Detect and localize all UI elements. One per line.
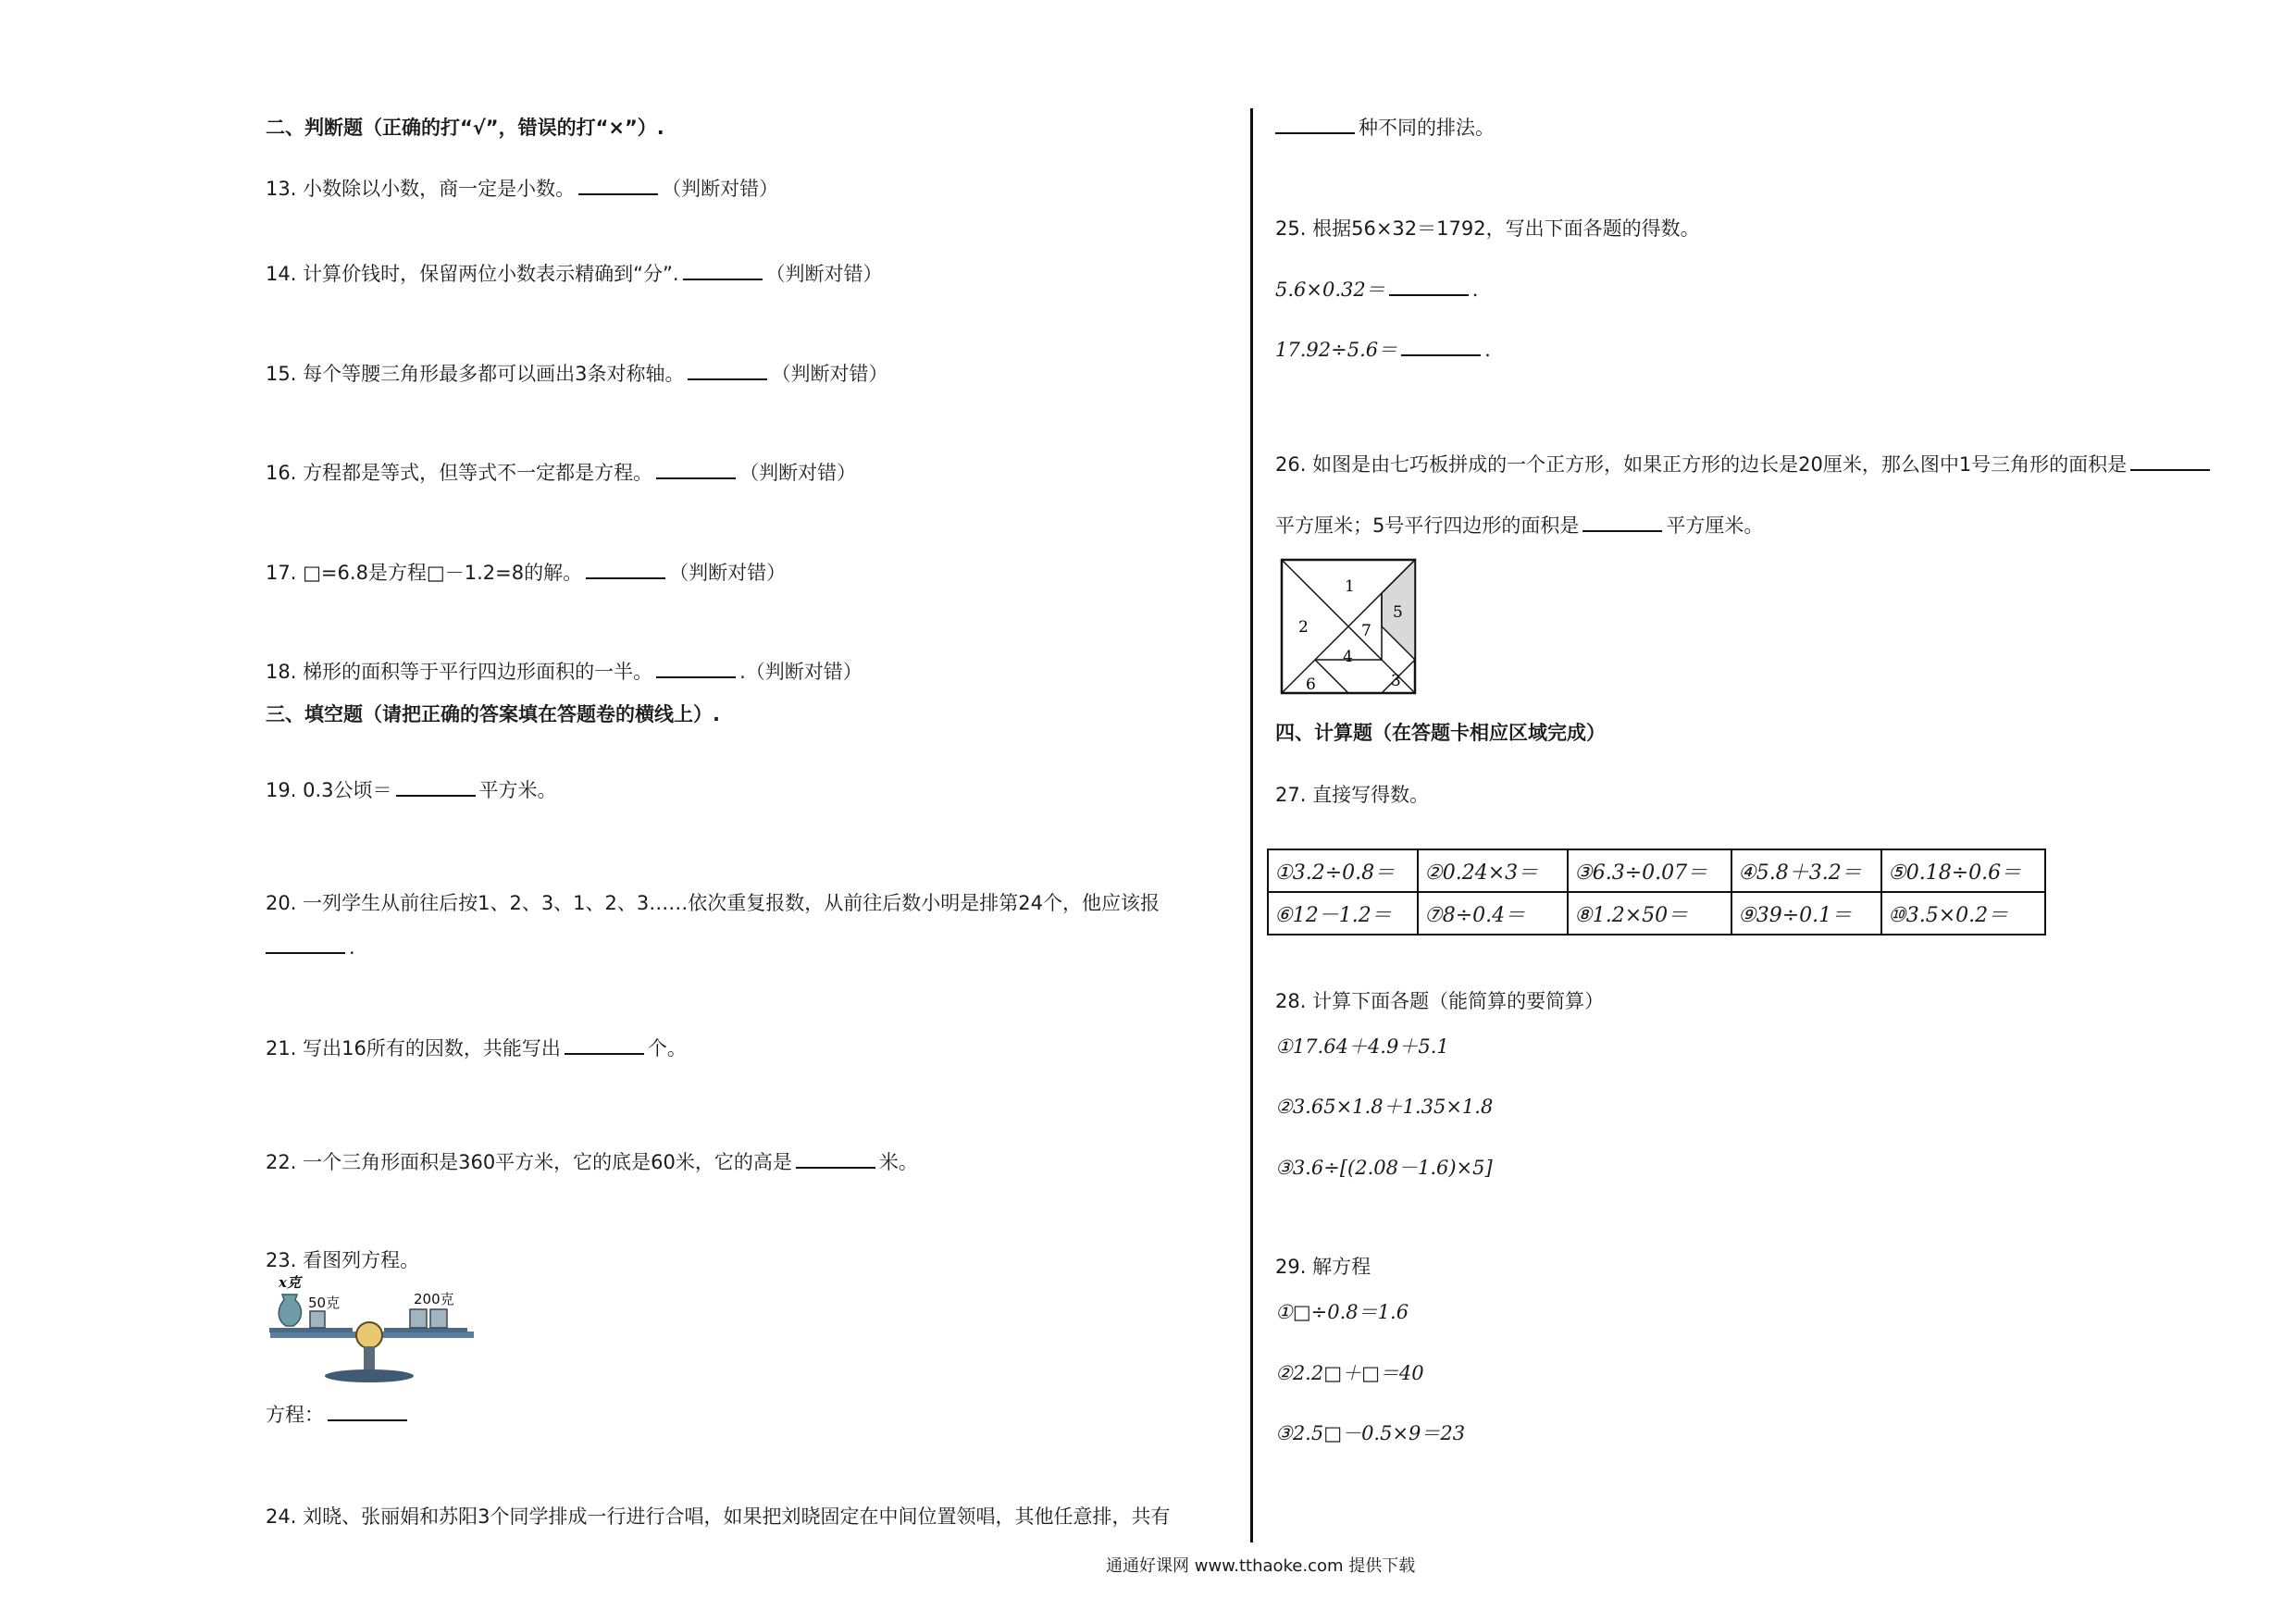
- question-24: 24. 刘晓、张丽娟和苏阳3个同学排成一行进行合唱，如果把刘晓固定在中间位置领唱，其他任意排，共有: [266, 1505, 1171, 1528]
- question-23: 23. 看图列方程。: [266, 1249, 420, 1271]
- question-19: 19. 0.3公顷＝ 平方米。: [266, 779, 557, 801]
- table-cell: ①3.2÷0.8＝: [1268, 849, 1418, 892]
- question-26: 26. 如图是由七巧板拼成的一个正方形，如果正方形的边长是20厘米，那么图中1号三角形的面积是: [1275, 450, 2214, 477]
- question-20: 20. 一列学生从前往后按1、2、3、1、2、3……依次重复报数，从前往后数小明是排第24个，他应该报: [266, 892, 1160, 914]
- table-cell: ⑥12－1.2＝: [1268, 892, 1418, 935]
- weight-200-b: [430, 1309, 447, 1328]
- answer-blank[interactable]: [586, 576, 665, 579]
- table-row: [1268, 892, 2045, 935]
- question-26-line2: 平方厘米；5号平行四边形的面积是 平方厘米。: [1275, 514, 1764, 537]
- tangram-label-5: 5: [1393, 603, 1403, 622]
- answer-blank[interactable]: [565, 1052, 644, 1055]
- question-24-continued: 种不同的排法。: [1275, 113, 1495, 141]
- question-13: 13. 小数除以小数，商一定是小数。 （判断对错）: [266, 178, 779, 200]
- table-cell: ⑦8÷0.4＝: [1418, 892, 1568, 935]
- question-29-item-2: ②2.2□＋□＝40: [1275, 1362, 1424, 1384]
- tangram-label-7: 7: [1361, 622, 1371, 640]
- table-row: [1268, 849, 2045, 892]
- table-cell: ⑧1.2×50＝: [1568, 892, 1731, 935]
- scale-base: [325, 1369, 414, 1382]
- answer-blank[interactable]: [688, 378, 767, 380]
- answer-blank[interactable]: [683, 278, 763, 280]
- question-29-item-1: ①□÷0.8＝1.6: [1275, 1301, 1409, 1323]
- question-29: 29. 解方程: [1275, 1256, 1371, 1278]
- question-22: 22. 一个三角形面积是360平方米，它的底是60米，它的高是 米。: [266, 1151, 918, 1173]
- footer-source: 通通好课网 www.tthaoke.com 提供下载: [1106, 1556, 1416, 1576]
- question-15: 15. 每个等腰三角形最多都可以画出3条对称轴。 （判断对错）: [266, 363, 888, 385]
- question-29-item-3: ③2.5□－0.5×9＝23: [1275, 1422, 1466, 1444]
- tangram-label-6: 6: [1306, 675, 1316, 694]
- answer-blank[interactable]: [266, 951, 345, 954]
- mental-math-table: [1267, 849, 2046, 935]
- column-divider: [1250, 108, 1253, 1542]
- section-2-title: 二、判断题（正确的打“√”，错误的打“×”）.: [266, 117, 664, 139]
- section-3-title: 三、填空题（请把正确的答案填在答题卷的横线上）.: [266, 703, 720, 725]
- tangram-label-1: 1: [1345, 577, 1355, 596]
- question-20-answer-line: .: [266, 936, 355, 959]
- label-x-gram: x克: [279, 1274, 301, 1291]
- question-21: 21. 写出16所有的因数，共能写出 个。: [266, 1037, 687, 1059]
- question-23-equation: 方程：: [266, 1400, 411, 1428]
- table-cell: ④5.8＋3.2＝: [1731, 849, 1881, 892]
- table-cell: ⑩3.5×0.2＝: [1881, 892, 2045, 935]
- answer-blank[interactable]: [328, 1419, 407, 1421]
- label-50-gram: 50克: [308, 1295, 341, 1311]
- table-cell: ③6.3÷0.07＝: [1568, 849, 1731, 892]
- answer-blank[interactable]: [656, 675, 736, 678]
- section-4-title: 四、计算题（在答题卡相应区域完成）: [1275, 722, 1606, 744]
- question-17: 17. □=6.8是方程□－1.2=8的解。 （判断对错）: [266, 562, 787, 584]
- tangram-label-2: 2: [1298, 618, 1309, 637]
- answer-blank[interactable]: [796, 1166, 875, 1169]
- answer-blank[interactable]: [656, 477, 736, 479]
- answer-blank[interactable]: [1275, 131, 1355, 134]
- weight-200-a: [410, 1309, 427, 1328]
- question-28-item-3: ③3.6÷[(2.08－1.6)×5]: [1275, 1157, 1493, 1179]
- label-200-gram: 200克: [414, 1291, 454, 1307]
- answer-blank[interactable]: [1582, 529, 1662, 532]
- question-28-item-2: ②3.65×1.8＋1.35×1.8: [1275, 1096, 1494, 1118]
- question-14: 14. 计算价钱时，保留两位小数表示精确到“分”. （判断对错）: [266, 263, 883, 285]
- weight-50: [310, 1311, 325, 1328]
- scale-stem: [364, 1346, 375, 1372]
- answer-blank[interactable]: [2130, 468, 2210, 471]
- question-25: 25. 根据56×32＝1792，写出下面各题的得数。: [1275, 217, 1700, 240]
- question-27: 27. 直接写得数。: [1275, 784, 1430, 806]
- question-18: 18. 梯形的面积等于平行四边形面积的一半。 .（判断对错）: [266, 661, 863, 683]
- table-cell: ⑤0.18÷0.6＝: [1881, 849, 2045, 892]
- answer-blank[interactable]: [1389, 293, 1469, 296]
- table-cell: ②0.24×3＝: [1418, 849, 1568, 892]
- question-25-b: 17.92÷5.6＝ .: [1275, 339, 1491, 361]
- tangram-figure: [1280, 558, 1417, 695]
- question-28: 28. 计算下面各题（能简算的要简算）: [1275, 990, 1605, 1012]
- question-16: 16. 方程都是等式，但等式不一定都是方程。 （判断对错）: [266, 462, 857, 484]
- answer-blank[interactable]: [578, 192, 658, 195]
- balance-scale-image: [266, 1274, 483, 1385]
- answer-blank[interactable]: [1401, 353, 1481, 356]
- question-25-a: 5.6×0.32＝ .: [1275, 279, 1479, 301]
- answer-blank[interactable]: [396, 794, 476, 797]
- scale-dial: [356, 1322, 382, 1348]
- tangram-label-3: 3: [1391, 672, 1401, 690]
- table-cell: ⑨39÷0.1＝: [1731, 892, 1881, 935]
- vase: [279, 1295, 301, 1326]
- question-28-item-1: ①17.64＋4.9＋5.1: [1275, 1035, 1449, 1058]
- tangram-label-4: 4: [1343, 648, 1353, 666]
